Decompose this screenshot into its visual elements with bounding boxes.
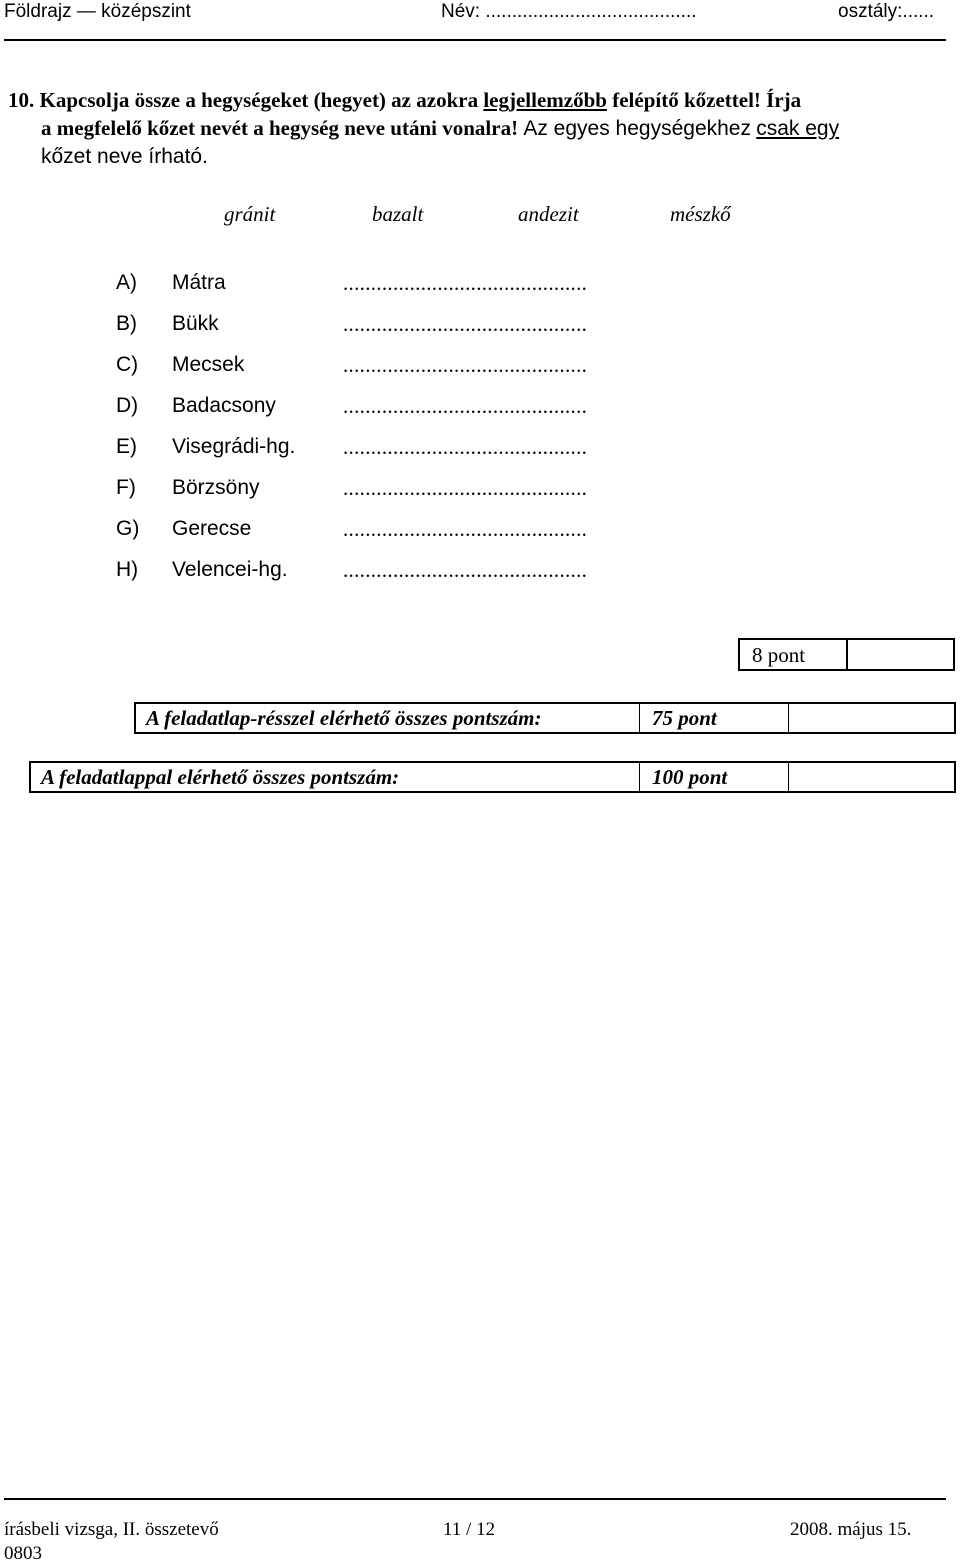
answer-line[interactable]: ............................................ [343, 312, 588, 336]
footer-page-number: 11 / 12 [443, 1519, 496, 1540]
answer-line[interactable]: ............................................ [343, 353, 588, 377]
item-mountain: Velencei-hg. [172, 558, 288, 581]
task-intro-2: felépítő kőzettel! Írja [612, 88, 802, 112]
item-letter: G) [116, 517, 140, 540]
summary-earned-field[interactable] [789, 763, 954, 791]
item-letter: E) [116, 435, 137, 458]
item-mountain: Visegrádi-hg. [172, 435, 296, 458]
header-name-label: Név: ........................................ [441, 1, 697, 22]
answer-line[interactable]: ............................................ [343, 476, 588, 500]
item-letter: C) [116, 353, 139, 376]
rock-option-limestone: mészkő [670, 202, 731, 226]
footer-date: 2008. május 15. [790, 1519, 912, 1540]
task-number: 10. [8, 88, 35, 112]
list-item [116, 557, 716, 583]
item-mountain: Börzsöny [172, 476, 260, 499]
item-mountain: Gerecse [172, 517, 252, 540]
rock-option-basalt: bazalt [372, 202, 424, 226]
footer-divider [4, 1498, 946, 1500]
answer-line[interactable]: ............................................ [343, 517, 588, 541]
item-mountain: Badacsony [172, 394, 276, 417]
item-letter: B) [116, 312, 137, 335]
item-letter: F) [116, 476, 136, 499]
task-line3: kőzet neve írható. [41, 145, 208, 168]
list-item [116, 270, 716, 296]
answer-line[interactable]: ............................................ [343, 394, 588, 418]
header-divider [4, 39, 946, 41]
list-item [116, 352, 716, 378]
task-line2-underlined: csak egy [756, 117, 840, 140]
summary-max-points: 75 pont [640, 704, 789, 732]
points-label: 8 pont [740, 640, 848, 669]
answer-line[interactable]: ............................................ [343, 558, 588, 582]
summary-label: A feladatlap-résszel elérhető összes pontszám: [136, 704, 640, 732]
answer-line[interactable]: ............................................ [343, 435, 588, 459]
item-mountain: Mátra [172, 271, 226, 294]
list-item [116, 393, 716, 419]
summary-earned-field[interactable] [789, 704, 954, 732]
list-item [116, 434, 716, 460]
task-line2-normal: Az egyes hegységekhez [523, 117, 751, 140]
points-earned-field[interactable] [848, 640, 953, 669]
item-mountain: Bükk [172, 312, 219, 335]
rock-option-andesite: andezit [518, 202, 579, 226]
answer-line[interactable]: ............................................ [343, 271, 588, 295]
task-intro-1: Kapcsolja össze a hegységeket (hegyet) az azokra [39, 88, 479, 112]
item-letter: A) [116, 271, 137, 294]
list-item [116, 516, 716, 542]
summary-label: A feladatlappal elérhető összes pontszám: [31, 763, 640, 791]
header-class-label: osztály:...... [838, 1, 935, 22]
rock-option-granite: gránit [224, 202, 276, 226]
summary-row-section [134, 702, 956, 734]
task-intro-underlined: legjellemzőbb [483, 88, 607, 112]
summary-row-total [29, 761, 956, 793]
list-item [116, 311, 716, 337]
summary-max-points: 100 pont [640, 763, 789, 791]
item-mountain: Mecsek [172, 353, 245, 376]
footer-exam: írásbeli vizsga, II. összetevő [4, 1519, 219, 1540]
list-item [116, 475, 716, 501]
item-letter: H) [116, 558, 139, 581]
task-line2-bold: a megfelelő kőzet nevét a hegység neve utáni vonalra! [41, 116, 519, 140]
item-letter: D) [116, 394, 139, 417]
points-box [738, 638, 955, 671]
header-subject: Földrajz — középszint [4, 1, 191, 22]
footer-code: 0803 [4, 1543, 42, 1564]
task-instructions [8, 86, 948, 171]
